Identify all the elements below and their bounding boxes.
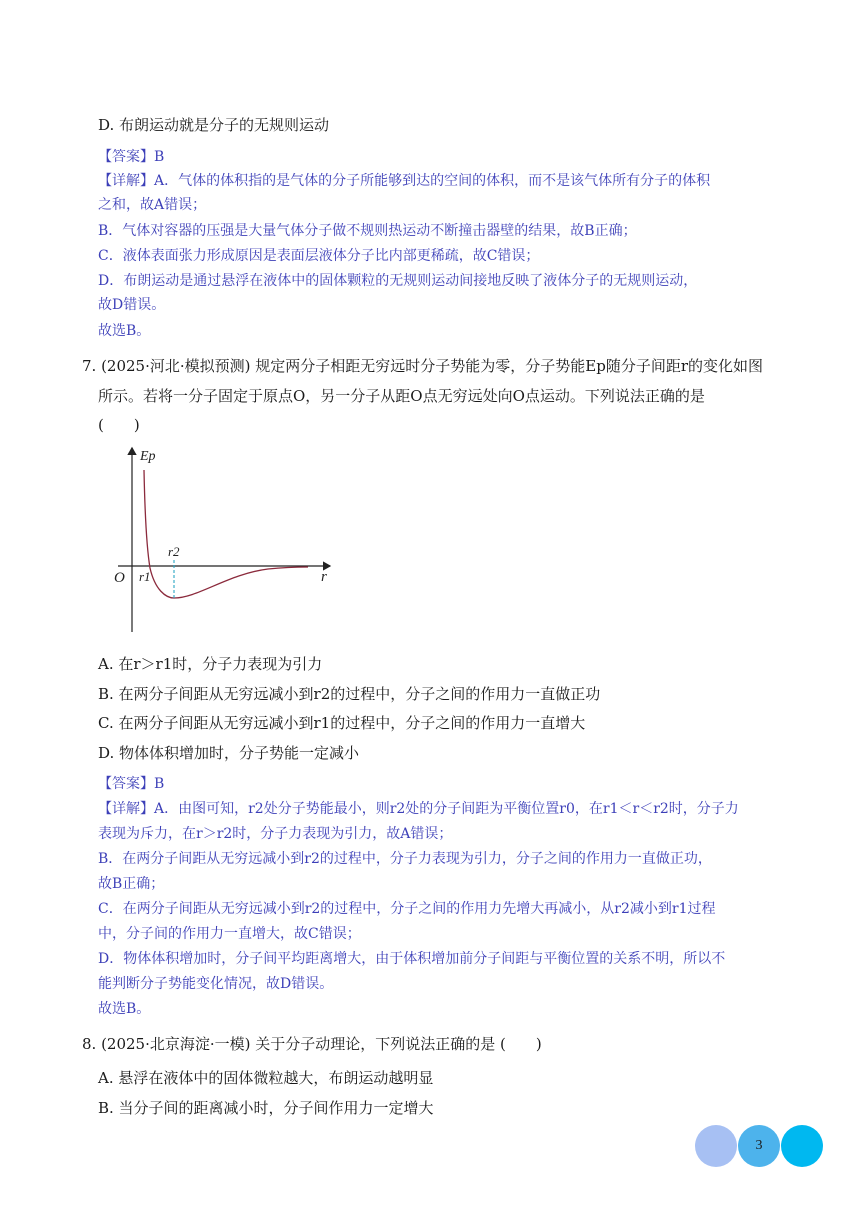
potential-curve	[144, 470, 308, 598]
q6-detail-a1: 【详解】A．气体的体积指的是气体的分子所能够到达的空间的体积，而不是该气体所有分子的体积	[98, 173, 711, 189]
q7-stem-line1: 7. (2025·河北·模拟预测) 规定两分子相距无穷远时分子势能为零，分子势能Ep随分子间距r的变化如图	[82, 357, 763, 375]
badge-circle-left	[695, 1125, 737, 1167]
r1-label: r1	[139, 569, 151, 584]
q7-detail-b1: B．在两分子间距从无穷远减小到r2的过程中，分子力表现为引力，分子之间的作用力一直做正功，	[98, 851, 712, 867]
q6-detail-b: B．气体对容器的压强是大量气体分子做不规则热运动不断撞击器壁的结果，故B正确；	[98, 223, 637, 239]
q7-option-c: C. 在两分子间距从无穷远减小到r1的过程中，分子之间的作用力一直增大	[98, 714, 586, 732]
q6-detail-d2: 故D错误。	[98, 297, 166, 313]
q7-detail-c1: C．在两分子间距从无穷远减小到r2的过程中，分子之间的作用力先增大再减小，从r2减小到r1过程	[98, 901, 716, 917]
badge-circle-right	[781, 1125, 823, 1167]
q7-conclusion: 故选B。	[98, 1001, 151, 1017]
page-number-badge	[695, 1124, 825, 1168]
r2-label: r2	[168, 544, 180, 559]
q7-option-b: B. 在两分子间距从无穷远减小到r2的过程中，分子之间的作用力一直做正功	[98, 685, 601, 703]
q6-detail-d1: D．布朗运动是通过悬浮在液体中的固体颗粒的无规则运动间接地反映了液体分子的无规则运动，	[98, 273, 698, 289]
q7-option-a: A. 在r＞r1时，分子力表现为引力	[98, 655, 323, 673]
q6-answer: 【答案】B	[98, 149, 165, 165]
q7-blank: ( )	[98, 416, 140, 434]
q7-detail-a2: 表现为斥力，在r＞r2时，分子力表现为引力，故A错误；	[98, 826, 453, 842]
q6-conclusion: 故选B。	[98, 323, 151, 339]
page-number: 3	[755, 1138, 763, 1153]
q8-option-b: B. 当分子间的距离减小时，分子间作用力一定增大	[98, 1099, 434, 1117]
origin-label: O	[114, 570, 125, 586]
q7-detail-b2: 故B正确；	[98, 876, 165, 892]
q6-option-d: D. 布朗运动就是分子的无规则运动	[98, 116, 330, 134]
q7-detail-d1: D．物体体积增加时，分子间平均距离增大，由于体积增加前分子间距与平衡位置的关系不明，所以不	[98, 951, 726, 967]
q8-option-a: A. 悬浮在液体中的固体微粒越大，布朗运动越明显	[98, 1069, 434, 1087]
q7-detail-d2: 能判断分子势能变化情况，故D错误。	[98, 976, 334, 992]
q8-stem: 8. (2025·北京海淀·一模) 关于分子动理论，下列说法正确的是 ( )	[82, 1035, 542, 1053]
q7-stem-line2: 所示。若将一分子固定于原点O，另一分子从距O点无穷远处向O点运动。下列说法正确的是	[98, 387, 705, 405]
x-axis-label: r	[321, 569, 327, 585]
q6-detail-a2: 之和，故A错误；	[98, 197, 207, 213]
q7-detail-a1: 【详解】A．由图可知，r2处分子势能最小，则r2处的分子间距为平衡位置r0，在r1＜r＜r2时，分子力	[98, 801, 739, 817]
y-axis-label: Ep	[140, 449, 156, 464]
q7-detail-c2: 中，分子间的作用力一直增大，故C错误；	[98, 926, 361, 942]
potential-energy-graph	[108, 440, 348, 640]
q6-detail-c: C．液体表面张力形成原因是表面层液体分子比内部更稀疏，故C错误；	[98, 248, 540, 264]
q7-option-d: D. 物体体积增加时，分子势能一定减小	[98, 744, 360, 762]
q7-answer: 【答案】B	[98, 776, 165, 792]
